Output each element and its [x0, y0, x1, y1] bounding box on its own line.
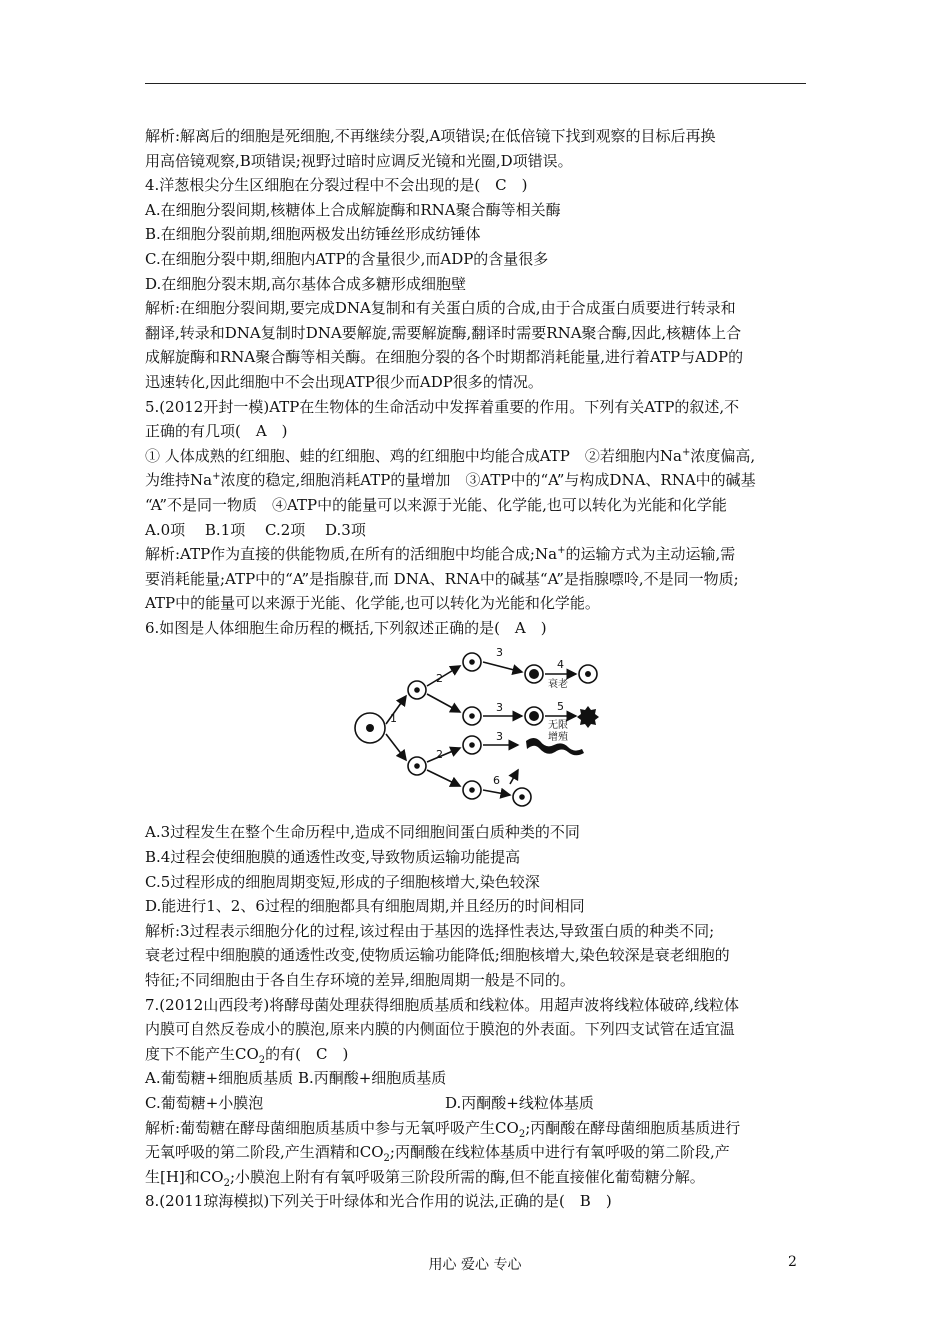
footer-motto: 用心 爱心 专心 [428, 1257, 522, 1273]
question-5-stem-cont: 正确的有几项( A ) [145, 422, 288, 441]
svg-text:6: 6 [493, 774, 500, 788]
cell-diagram [350, 644, 600, 812]
cell-life-history-figure [145, 644, 811, 814]
text-line: 解析:在细胞分裂间期,要完成DNA复制和有关蛋白质的合成,由于合成蛋白质要进行转录和 [145, 299, 736, 318]
question-4-stem: 4.洋葱根尖分生区细胞在分裂过程中不会出现的是( C ) [145, 176, 528, 195]
question-8-stem: 8.(2011琼海模拟)下列关于叶绿体和光合作用的说法,正确的是( B ) [145, 1192, 612, 1211]
q7-options-ab: A.葡萄糖+细胞质基质 B.丙酮酸+细胞质基质 [145, 1069, 447, 1088]
text-line: 解析:解离后的细胞是死细胞,不再继续分裂,A项错误;在低倍镜下找到观察的目标后再换 [145, 127, 716, 145]
question-5-stem: 5.(2012开封一模)ATP在生物体的生命活动中发挥着重要的作用。下列有关ATP的叙述,不 [145, 397, 740, 416]
svg-text:3: 3 [496, 730, 503, 744]
option-b: B.4过程会使细胞膜的通透性改变,导致物质运输功能提高 [145, 848, 521, 867]
text-line: 衰老过程中细胞膜的通透性改变,使物质运输功能降低;细胞核增大,染色较深是衰老细胞的 [145, 946, 730, 965]
svg-text:1: 1 [390, 712, 397, 726]
header-rule [145, 83, 806, 84]
q7-options-cd: C.葡萄糖+小膜泡 D.丙酮酸+线粒体基质 [145, 1094, 594, 1112]
q5-options: A.0项 B.1项 C.2项 D.3项 [145, 520, 366, 539]
question-6-stem: 6.如图是人体细胞生命历程的概括,下列叙述正确的是( A ) [145, 618, 547, 637]
text-line: 翻译,转录和DNA复制时DNA要解旋,需要解旋酶,翻译时需要RNA聚合酶,因此,核糖体上合 [145, 323, 742, 342]
option-d: D.能进行1、2、6过程的细胞都具有细胞周期,并且经历的时间相同 [145, 897, 585, 916]
page-number: 2 [788, 1254, 797, 1270]
svg-text:无限: 无限 [548, 720, 568, 732]
text-line: 要消耗能量;ATP中的“A”是指腺苷,而 DNA、RNA中的碱基“A”是指腺嘌呤,不是同一物质; [145, 569, 739, 588]
page-body [145, 124, 811, 1214]
option-c: C.5过程形成的细胞周期变短,形成的子细胞核增大,染色较深 [145, 872, 540, 891]
cancer-cell [577, 706, 599, 728]
question-7-stem-end: 度下不能产生$CO_2$的有( C ) [145, 1044, 349, 1066]
option-c: C.在细胞分裂中期,细胞内ATP的含量很少,而ADP的含量很多 [145, 249, 549, 268]
option-a: A.3过程发生在整个生命历程中,造成不同细胞间蛋白质种类的不同 [145, 823, 580, 842]
svg-text:2: 2 [436, 748, 443, 762]
q5-item-line-1: ① 人体成熟的红细胞、蛙的红细胞、鸡的红细胞中均能合成ATP ②若细胞内Na+浓度偏高, [145, 446, 756, 465]
text-line: 成解旋酶和RNA聚合酶等相关酶。在细胞分裂的各个时期都消耗能量,进行着ATP与ADP的 [145, 348, 744, 367]
svg-text:增殖: 增殖 [548, 732, 568, 744]
option-d: D.在细胞分裂末期,高尔基体合成多糖形成细胞壁 [145, 274, 467, 293]
text-line: 迅速转化,因此细胞中不会出现ATP很少而ADP很多的情况。 [145, 372, 543, 391]
text-line: ATP中的能量可以来源于光能、化学能,也可以转化为光能和化学能。 [145, 594, 600, 613]
svg-text:4: 4 [557, 658, 564, 672]
svg-text:2: 2 [436, 672, 443, 686]
q7-explanation-1: 解析:葡萄糖在酵母菌细胞质基质中参与无氧呼吸产生$CO_2$;丙酮酸在酵母菌细胞质基质进行 [145, 1118, 741, 1140]
option-b: B.在细胞分裂前期,细胞两极发出纺锤丝形成纺锤体 [145, 225, 481, 244]
svg-text:3: 3 [496, 701, 503, 715]
svg-text:5: 5 [557, 700, 564, 714]
text-line: 特征;不同细胞由于各自生存环境的差异,细胞周期一般是不同的。 [145, 971, 575, 990]
question-7-stem: 7.(2012山西段考)将酵母菌处理获得细胞质基质和线粒体。用超声波将线粒体破碎,线粒体 [145, 995, 739, 1014]
text-line: 用高倍镜观察,B项错误;视野过暗时应调反光镜和光圈,D项错误。 [145, 151, 573, 170]
option-a: A.在细胞分裂间期,核糖体上合成解旋酶和RNA聚合酶等相关酶 [145, 200, 561, 219]
q5-item-line-2: 为维持Na+浓度的稳定,细胞消耗ATP的量增加 ③ATP中的“A”与构成DNA、RNA中的碱基 [145, 471, 756, 490]
svg-text:衰老: 衰老 [548, 679, 568, 691]
text-line: 内膜可自然反卷成小的膜泡,原来内膜的内侧面位于膜泡的外表面。下列四支试管在适宜温 [145, 1020, 735, 1039]
q5-item-line-3: “A”不是同一物质 ④ATP中的能量可以来源于光能、化学能,也可以转化为光能和化学能 [145, 495, 727, 514]
svg-text:3: 3 [496, 646, 503, 660]
q7-explanation-2: 无氧呼吸的第二阶段,产生酒精和$CO_2$;丙酮酸在线粒体基质中进行有氧呼吸的第二阶段,产 [145, 1143, 730, 1165]
q5-explanation-1: 解析:ATP作为直接的供能物质,在所有的活细胞中均能合成;Na+的运输方式为主动运输,需 [145, 545, 736, 564]
text-line: 解析:3过程表示细胞分化的过程,该过程由于基因的选择性表达,导致蛋白质的种类不同; [145, 921, 715, 940]
q7-explanation-3: 生[H]和$CO_2$;小膜泡上附有有氧呼吸第三阶段所需的酶,但不能直接催化葡萄糖分解。 [145, 1167, 705, 1189]
